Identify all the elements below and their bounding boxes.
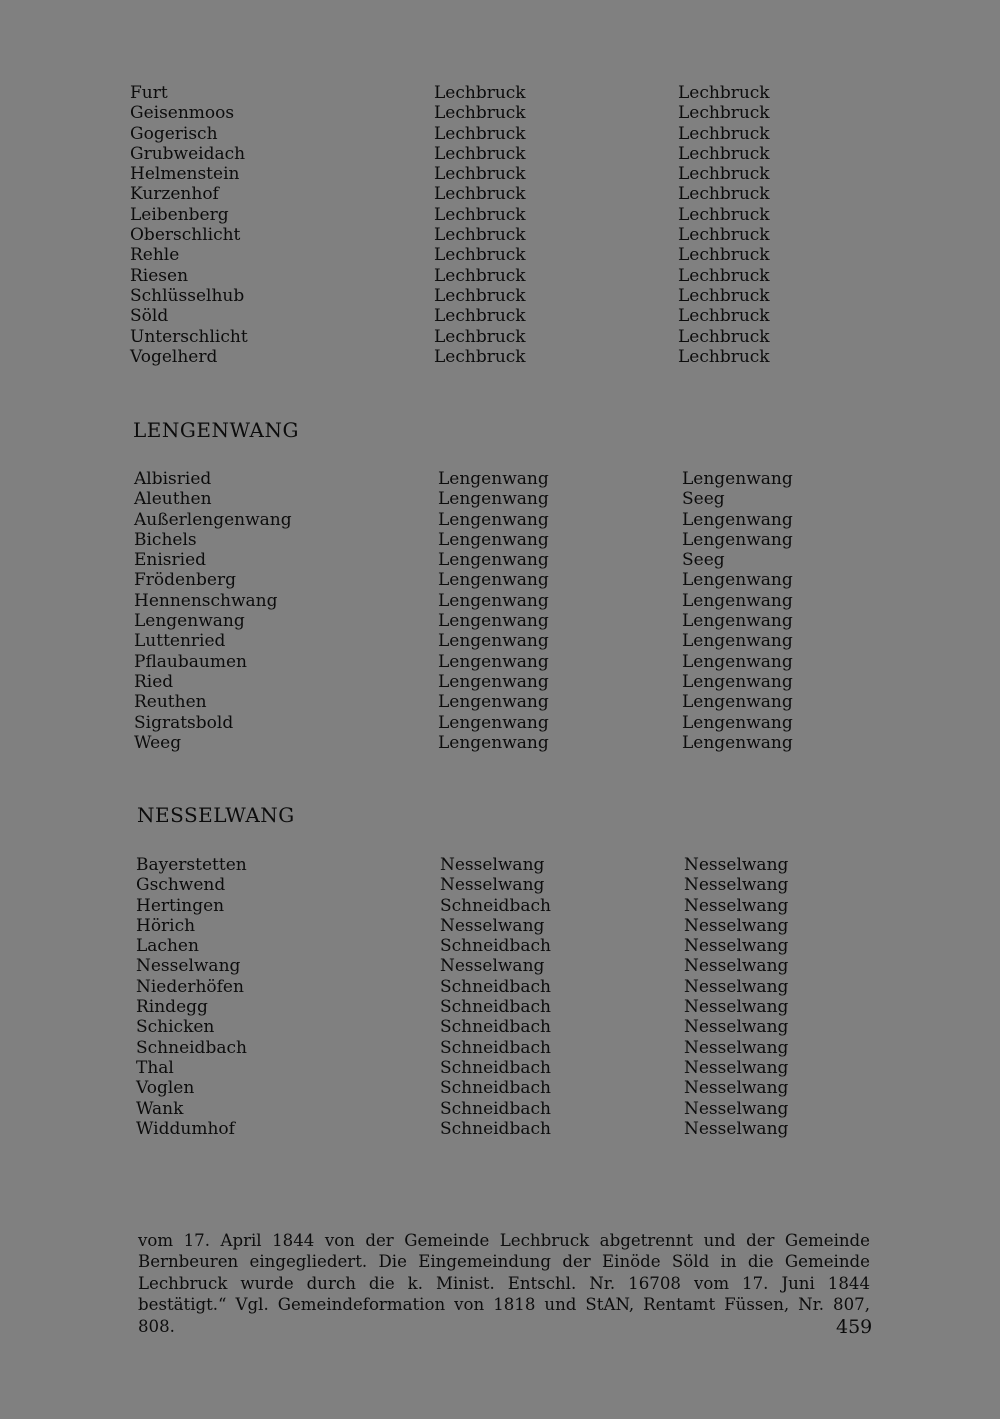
table-row [136, 1099, 836, 1119]
place-name: Lachen [136, 936, 199, 957]
place-name: Thal [136, 1057, 174, 1078]
column-3-value: Lengenwang [682, 529, 793, 550]
table-row [130, 225, 830, 245]
table-row [136, 916, 836, 936]
column-2-value: Schneidbach [440, 1037, 551, 1058]
column-2-value: Schneidbach [440, 1098, 551, 1119]
column-3-value: Lengenwang [682, 692, 793, 713]
column-2-value: Schneidbach [440, 976, 551, 997]
column-2-value: Lengenwang [438, 651, 549, 672]
column-3-value: Lechbruck [678, 265, 770, 286]
column-2-value: Lechbruck [434, 326, 526, 347]
column-3-value: Lechbruck [678, 285, 770, 306]
column-3-value: Lengenwang [682, 469, 793, 489]
column-3-value: Seeg [682, 550, 725, 571]
table-row [134, 510, 834, 530]
column-3-value: Lengenwang [682, 590, 793, 611]
place-name: Widdumhof [136, 1118, 235, 1139]
table-row [136, 1017, 836, 1037]
table-row [130, 103, 830, 123]
column-3-value: Lechbruck [678, 346, 770, 367]
table-row [134, 733, 834, 753]
column-3-value: Lengenwang [682, 651, 793, 672]
place-name: Frödenberg [134, 570, 236, 591]
column-2-value: Schneidbach [440, 895, 551, 916]
place-name: Unterschlicht [130, 326, 248, 347]
place-name: Geisenmoos [130, 103, 235, 124]
place-name: Voglen [136, 1078, 195, 1099]
column-3-value: Lengenwang [682, 611, 793, 632]
place-name: Bayerstetten [136, 855, 247, 875]
table-row [130, 266, 830, 286]
column-3-value: Nesselwang [684, 1098, 789, 1119]
column-3-value: Lengenwang [682, 570, 793, 591]
page-number: 459 [836, 1316, 873, 1338]
column-2-value: Nesselwang [440, 915, 545, 936]
column-3-value: Nesselwang [684, 1037, 789, 1058]
table-row [136, 956, 836, 976]
column-2-value: Nesselwang [440, 875, 545, 896]
table-row [134, 591, 834, 611]
table-row [136, 1119, 836, 1139]
table-row [130, 286, 830, 306]
column-2-value: Lengenwang [438, 671, 549, 692]
table-row [134, 672, 834, 692]
table-row [130, 327, 830, 347]
table-row [134, 489, 834, 509]
column-2-value: Schneidbach [440, 1118, 551, 1139]
place-name: Hertingen [136, 895, 225, 916]
place-name: Kurzenhof [130, 184, 219, 205]
section-heading-nesselwang: NESSELWANG [137, 803, 295, 827]
place-name: Außerlengenwang [134, 509, 292, 530]
column-3-value: Nesselwang [684, 936, 789, 957]
place-name: Bichels [134, 529, 197, 550]
table-row [130, 144, 830, 164]
column-3-value: Nesselwang [684, 915, 789, 936]
column-2-value: Lechbruck [434, 265, 526, 286]
column-3-value: Nesselwang [684, 956, 789, 977]
column-2-value: Lechbruck [434, 103, 526, 124]
column-2-value: Nesselwang [440, 855, 545, 875]
column-3-value: Lechbruck [678, 326, 770, 347]
place-name: Luttenried [134, 631, 226, 652]
column-2-value: Lengenwang [438, 550, 549, 571]
place-name: Gschwend [136, 875, 226, 896]
column-2-value: Lechbruck [434, 164, 526, 185]
place-name: Ried [134, 671, 174, 692]
table-row [136, 936, 836, 956]
column-2-value: Lengenwang [438, 631, 549, 652]
section-lengenwang-table [134, 469, 834, 753]
place-name: Weeg [134, 732, 182, 753]
place-name: Hennenschwang [134, 590, 278, 611]
column-2-value: Lechbruck [434, 123, 526, 144]
column-3-value: Lengenwang [682, 671, 793, 692]
table-row [130, 306, 830, 326]
column-2-value: Schneidbach [440, 1057, 551, 1078]
column-3-value: Nesselwang [684, 855, 789, 875]
place-name: Gogerisch [130, 123, 218, 144]
column-2-value: Lengenwang [438, 509, 549, 530]
column-2-value: Lengenwang [438, 732, 549, 753]
place-name: Nesselwang [136, 956, 241, 977]
column-2-value: Lengenwang [438, 590, 549, 611]
table-row [136, 997, 836, 1017]
table-row [134, 550, 834, 570]
column-2-value: Lengenwang [438, 611, 549, 632]
table-row [136, 855, 836, 875]
table-row [130, 83, 830, 103]
column-3-value: Lengenwang [682, 712, 793, 733]
column-2-value: Lengenwang [438, 529, 549, 550]
column-3-value: Nesselwang [684, 1078, 789, 1099]
place-name: Rehle [130, 245, 180, 266]
table-row [130, 124, 830, 144]
place-name: Albisried [134, 469, 212, 489]
place-name: Sigratsbold [134, 712, 234, 733]
column-2-value: Lechbruck [434, 204, 526, 225]
table-row [130, 184, 830, 204]
column-3-value: Lechbruck [678, 123, 770, 144]
column-2-value: Lechbruck [434, 245, 526, 266]
place-name: Furt [130, 83, 168, 103]
table-row [130, 205, 830, 225]
column-2-value: Nesselwang [440, 956, 545, 977]
column-3-value: Lechbruck [678, 184, 770, 205]
table-row [136, 875, 836, 895]
column-3-value: Nesselwang [684, 997, 789, 1018]
table-row [134, 611, 834, 631]
place-name: Söld [130, 306, 169, 327]
column-3-value: Nesselwang [684, 1017, 789, 1038]
footnote-text: vom 17. April 1844 von der Gemeinde Lechbruck abgetrennt und der Gemeinde Bernbeuren eingegliedert. Die Eingemeindung der Einöde Söld in die Gemeinde Lechbruck wurde durch die k. Minist. Entschl. Nr. 16708 vom 17. Juni 1844 bestätigt.“ Vgl. Gemeindeformation von 1818 und StAN, Rentamt Füssen, Nr. 807, 808. [138, 1230, 870, 1336]
column-2-value: Lechbruck [434, 285, 526, 306]
column-3-value: Lechbruck [678, 245, 770, 266]
column-3-value: Lechbruck [678, 143, 770, 164]
column-2-value: Lengenwang [438, 489, 549, 510]
column-3-value: Nesselwang [684, 875, 789, 896]
column-2-value: Schneidbach [440, 997, 551, 1018]
column-2-value: Schneidbach [440, 1017, 551, 1038]
section-nesselwang-table [136, 855, 836, 1139]
place-name: Pflaubaumen [134, 651, 247, 672]
table-row [134, 570, 834, 590]
place-name: Lengenwang [134, 611, 245, 632]
table-row [136, 1078, 836, 1098]
table-row [134, 469, 834, 489]
column-2-value: Lengenwang [438, 692, 549, 713]
place-name: Vogelherd [130, 346, 218, 367]
column-3-value: Nesselwang [684, 1118, 789, 1139]
column-3-value: Nesselwang [684, 976, 789, 997]
section-lechbruck-table [130, 83, 830, 367]
table-row [134, 692, 834, 712]
column-3-value: Lechbruck [678, 204, 770, 225]
table-row [136, 896, 836, 916]
place-name: Reuthen [134, 692, 207, 713]
table-row [130, 164, 830, 184]
column-2-value: Lengenwang [438, 469, 549, 489]
column-2-value: Lengenwang [438, 712, 549, 733]
column-3-value: Lengenwang [682, 631, 793, 652]
place-name: Helmenstein [130, 164, 240, 185]
column-2-value: Lechbruck [434, 306, 526, 327]
place-name: Wank [136, 1098, 184, 1119]
column-2-value: Schneidbach [440, 936, 551, 957]
column-3-value: Lechbruck [678, 225, 770, 246]
place-name: Riesen [130, 265, 189, 286]
column-3-value: Lengenwang [682, 732, 793, 753]
place-name: Enisried [134, 550, 207, 571]
column-3-value: Nesselwang [684, 895, 789, 916]
column-3-value: Lechbruck [678, 83, 770, 103]
place-name: Niederhöfen [136, 976, 244, 997]
place-name: Schneidbach [136, 1037, 247, 1058]
place-name: Schlüsselhub [130, 285, 245, 306]
table-row [136, 977, 836, 997]
table-row [130, 347, 830, 367]
place-name: Schicken [136, 1017, 215, 1038]
table-row [136, 1038, 836, 1058]
table-row [134, 652, 834, 672]
column-3-value: Nesselwang [684, 1057, 789, 1078]
table-row [134, 631, 834, 651]
column-3-value: Seeg [682, 489, 725, 510]
column-3-value: Lechbruck [678, 306, 770, 327]
column-2-value: Lechbruck [434, 225, 526, 246]
column-2-value: Lechbruck [434, 346, 526, 367]
column-2-value: Lechbruck [434, 143, 526, 164]
table-row [134, 713, 834, 733]
place-name: Rindegg [136, 997, 208, 1018]
table-row [136, 1058, 836, 1078]
section-heading-lengenwang: LENGENWANG [133, 418, 299, 442]
column-2-value: Schneidbach [440, 1078, 551, 1099]
column-2-value: Lechbruck [434, 184, 526, 205]
table-row [130, 245, 830, 265]
place-name: Aleuthen [134, 489, 212, 510]
place-name: Leibenberg [130, 204, 229, 225]
column-2-value: Lechbruck [434, 83, 526, 103]
place-name: Grubweidach [130, 143, 246, 164]
column-3-value: Lengenwang [682, 509, 793, 530]
place-name: Oberschlicht [130, 225, 241, 246]
column-3-value: Lechbruck [678, 103, 770, 124]
column-2-value: Lengenwang [438, 570, 549, 591]
table-row [134, 530, 834, 550]
place-name: Hörich [136, 915, 196, 936]
column-3-value: Lechbruck [678, 164, 770, 185]
